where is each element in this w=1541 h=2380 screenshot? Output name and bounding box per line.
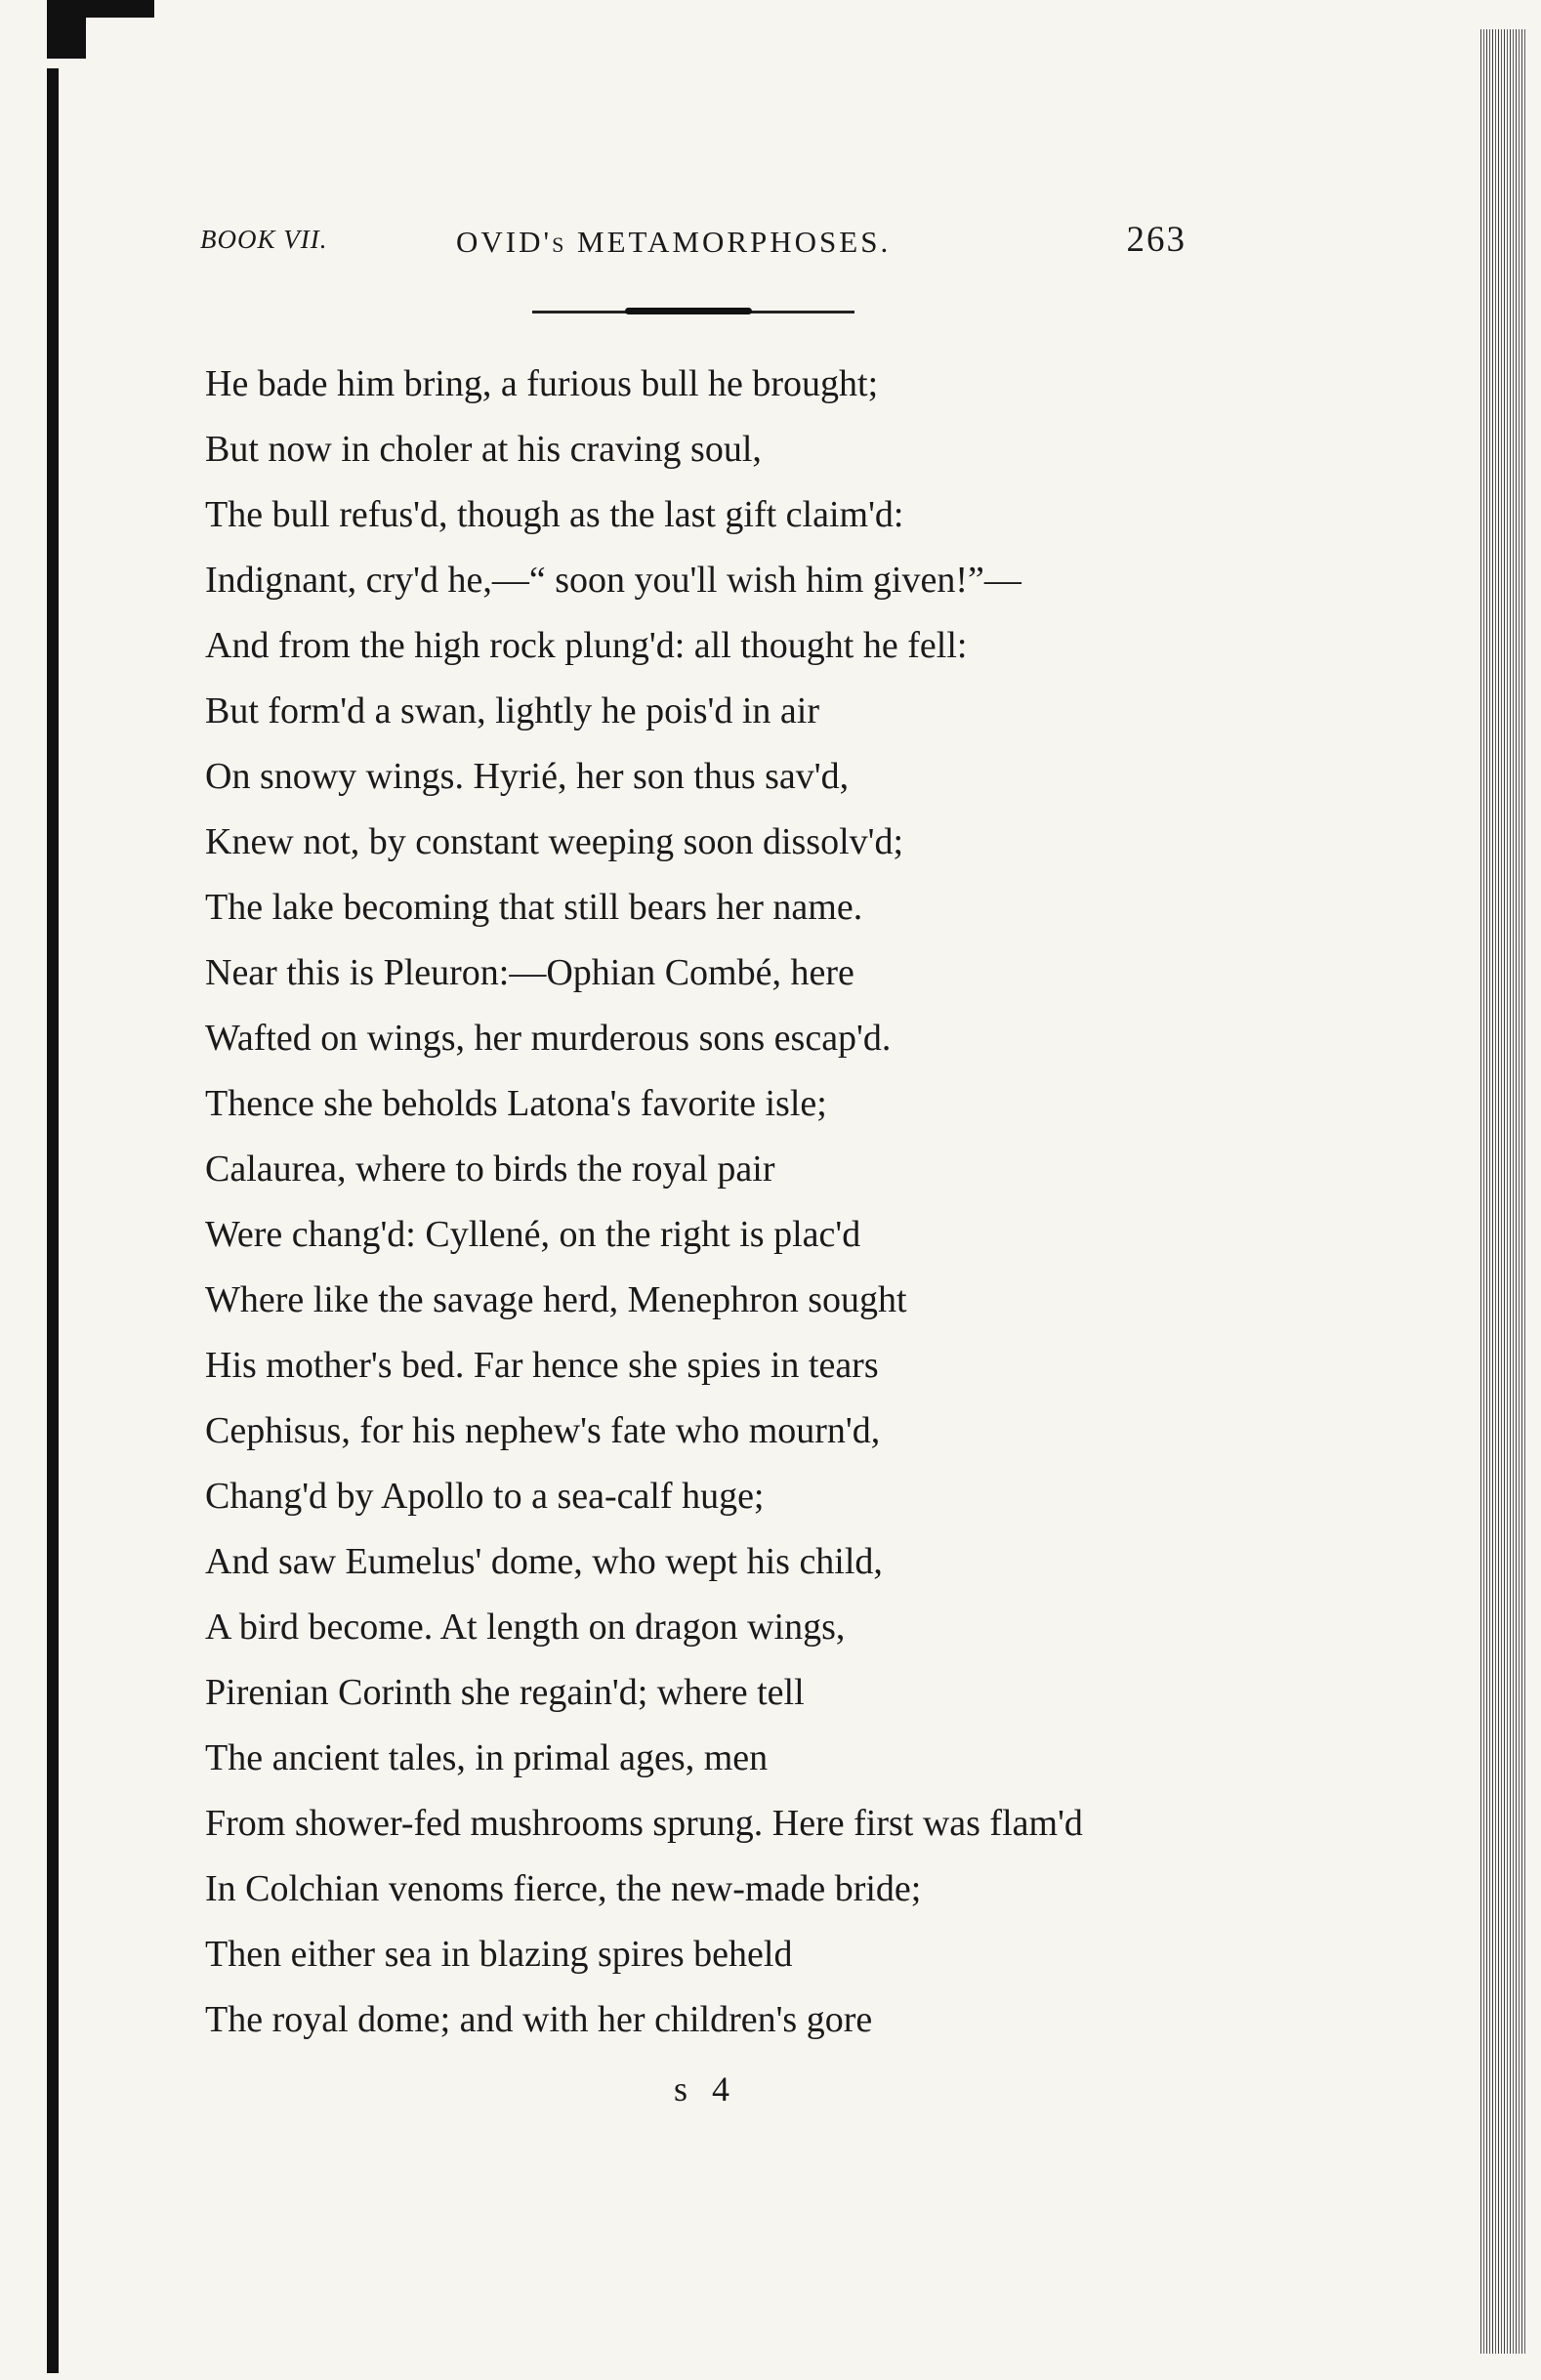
poem-line: Cephisus, for his nephew's fate who mourn'd, (205, 1410, 881, 1451)
poem-line: Near this is Pleuron:—Ophian Combé, here (205, 952, 854, 993)
poem-line: A bird become. At length on dragon wings, (205, 1607, 846, 1648)
poem-line: But form'd a swan, lightly he pois'd in air (205, 690, 820, 731)
poem-text (205, 352, 1201, 2053)
poem-line: He bade him bring, a furious bull he brought; (205, 363, 879, 404)
poem-line: Where like the savage herd, Menephron sought (205, 1279, 907, 1320)
poem-line: But now in choler at his craving soul, (205, 429, 762, 470)
poem-line: Wafted on wings, her murderous sons escap'd. (205, 1018, 892, 1059)
binding-corner-block (47, 0, 86, 59)
signature-mark: s 4 (674, 2069, 738, 2109)
poem-line: From shower-fed mushrooms sprung. Here first was flam'd (205, 1803, 1083, 1844)
poem-line: Calaurea, where to birds the royal pair (205, 1148, 775, 1190)
running-head-book: BOOK VII. (200, 225, 328, 254)
page-edge (1480, 29, 1527, 2354)
poem-line: On snowy wings. Hyrié, her son thus sav'd, (205, 756, 850, 797)
poem-line: The royal dome; and with her children's gore (205, 1999, 873, 2040)
page-number: 263 (1126, 220, 1187, 260)
poem-line: Chang'd by Apollo to a sea-calf huge; (205, 1476, 765, 1517)
poem-line: Then either sea in blazing spires beheld (205, 1934, 793, 1975)
binding-edge (47, 68, 59, 2373)
poem-line: Pirenian Corinth she regain'd; where tell (205, 1672, 805, 1713)
head-rule-ornament (625, 308, 752, 314)
poem-line: The lake becoming that still bears her name. (205, 887, 863, 928)
running-head (200, 220, 1187, 273)
poem-line: Knew not, by constant weeping soon dissolv'd; (205, 821, 904, 862)
poem-line: Thence she beholds Latona's favorite isle; (205, 1083, 827, 1124)
poem-line: Indignant, cry'd he,—“ soon you'll wish him given!”— (205, 560, 1021, 601)
poem-line: Were chang'd: Cyllené, on the right is plac'd (205, 1214, 861, 1255)
running-head-title: OVID's METAMORPHOSES. (456, 225, 892, 259)
poem-line: And saw Eumelus' dome, who wept his child, (205, 1541, 883, 1582)
poem-line: His mother's bed. Far hence she spies in tears (205, 1345, 879, 1386)
poem-line: The ancient tales, in primal ages, men (205, 1737, 769, 1778)
poem-line: And from the high rock plung'd: all thought he fell: (205, 625, 968, 666)
poem-line: The bull refus'd, though as the last gift claim'd: (205, 494, 904, 535)
poem-line: In Colchian venoms fierce, the new-made bride; (205, 1868, 922, 1909)
